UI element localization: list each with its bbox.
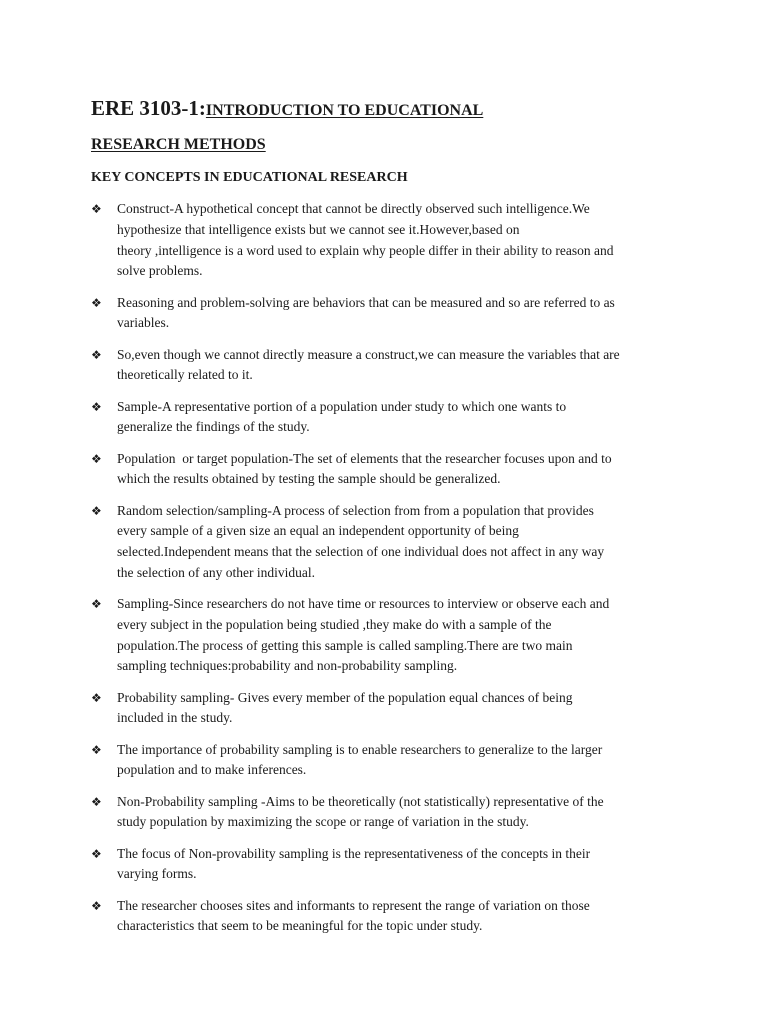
diamond-bullet-icon: ❖ [91, 295, 102, 310]
bullet-line: study population by maximizing the scope or range of variation in the study. [117, 814, 529, 830]
bullet-line: population.The process of getting this sample is called sampling.There are two main [117, 637, 573, 653]
bullet-line: Non-Probability sampling -Aims to be theoretically (not statistically) representative of the [117, 793, 604, 809]
bullet-item [91, 688, 680, 730]
bullet-line: characteristics that seem to be meaningful for the topic under study. [117, 918, 483, 934]
bullet-line: The focus of Non-provability sampling is the representativeness of the concepts in their [117, 845, 591, 861]
bullet-line: Sample-A representative portion of a population under study to which one wants to [117, 398, 567, 414]
bullet-item [91, 293, 680, 335]
bullet-line: theory ,intelligence is a word used to explain why people differ in their ability to reason and [117, 242, 614, 258]
diamond-bullet-icon: ❖ [91, 742, 102, 757]
bullet-line: hypothesize that intelligence exists but we cannot see it.However,based on [117, 221, 520, 237]
diamond-bullet-icon: ❖ [91, 347, 102, 362]
diamond-bullet-icon: ❖ [91, 399, 102, 414]
bullet-line: which the results obtained by testing the sample should be generalized. [117, 471, 501, 487]
bullet-line: every sample of a given size an equal an independent opportunity of being [117, 523, 519, 539]
bullet-line: solve problems. [117, 263, 203, 279]
course-code: ERE 3103-1: [91, 96, 206, 120]
bullet-line: selected.Independent means that the selection of one individual does not affect in any way [117, 544, 605, 560]
diamond-bullet-icon: ❖ [91, 451, 102, 466]
diamond-bullet-icon: ❖ [91, 597, 102, 612]
course-title-second-line: RESEARCH METHODS [91, 136, 266, 153]
bullet-item [91, 792, 680, 834]
bullet-line: Random selection/sampling-A process of selection from from a population that provides [117, 502, 594, 518]
bullet-line: population and to make inferences. [117, 762, 307, 778]
bullet-line: The importance of probability sampling is to enable researchers to generalize to the larger [117, 741, 603, 757]
bullet-line: The researcher chooses sites and informants to represent the range of variation on those [117, 897, 590, 913]
bullet-item [91, 449, 680, 491]
document-title [91, 96, 680, 123]
bullet-item [91, 345, 680, 387]
bullet-line: Reasoning and problem-solving are behaviors that can be measured and so are referred to as [117, 294, 615, 310]
bullet-line: variables. [117, 315, 170, 331]
bullet-line: sampling techniques:probability and non-probability sampling. [117, 658, 458, 674]
bullet-item [91, 896, 680, 938]
diamond-bullet-icon: ❖ [91, 690, 102, 705]
bullet-line: included in the study. [117, 710, 233, 726]
diamond-bullet-icon: ❖ [91, 846, 102, 861]
bullet-item [91, 844, 680, 886]
bullet-line: So,even though we cannot directly measure a construct,we can measure the variables that are [117, 346, 620, 362]
bullet-list [91, 199, 680, 937]
bullet-item [91, 397, 680, 439]
diamond-bullet-icon: ❖ [91, 503, 102, 518]
bullet-item [91, 199, 680, 282]
bullet-line: Construct-A hypothetical concept that cannot be directly observed such intelligence.We [117, 201, 590, 216]
bullet-line: every subject in the population being studied ,they make do with a sample of the [117, 616, 552, 632]
bullet-item [91, 740, 680, 782]
section-heading: KEY CONCEPTS IN EDUCATIONAL RESEARCH [91, 170, 408, 185]
diamond-bullet-icon: ❖ [91, 202, 102, 216]
bullet-line: Population or target population-The set of elements that the researcher focuses upon and to [117, 450, 612, 466]
bullet-line: theoretically related to it. [117, 367, 253, 383]
diamond-bullet-icon: ❖ [91, 898, 102, 913]
bullet-line: the selection of any other individual. [117, 564, 315, 580]
diamond-bullet-icon: ❖ [91, 794, 102, 809]
course-title-underlined: INTRODUCTION TO EDUCATIONAL [205, 102, 484, 119]
bullet-line: Probability sampling- Gives every member of the population equal chances of being [117, 689, 573, 705]
bullet-item [91, 501, 680, 584]
bullet-line: generalize the findings of the study. [117, 419, 310, 435]
bullet-line: Sampling-Since researchers do not have time or resources to interview or observe each and [117, 596, 610, 612]
bullet-item [91, 594, 680, 677]
bullet-line: varying forms. [117, 866, 197, 882]
